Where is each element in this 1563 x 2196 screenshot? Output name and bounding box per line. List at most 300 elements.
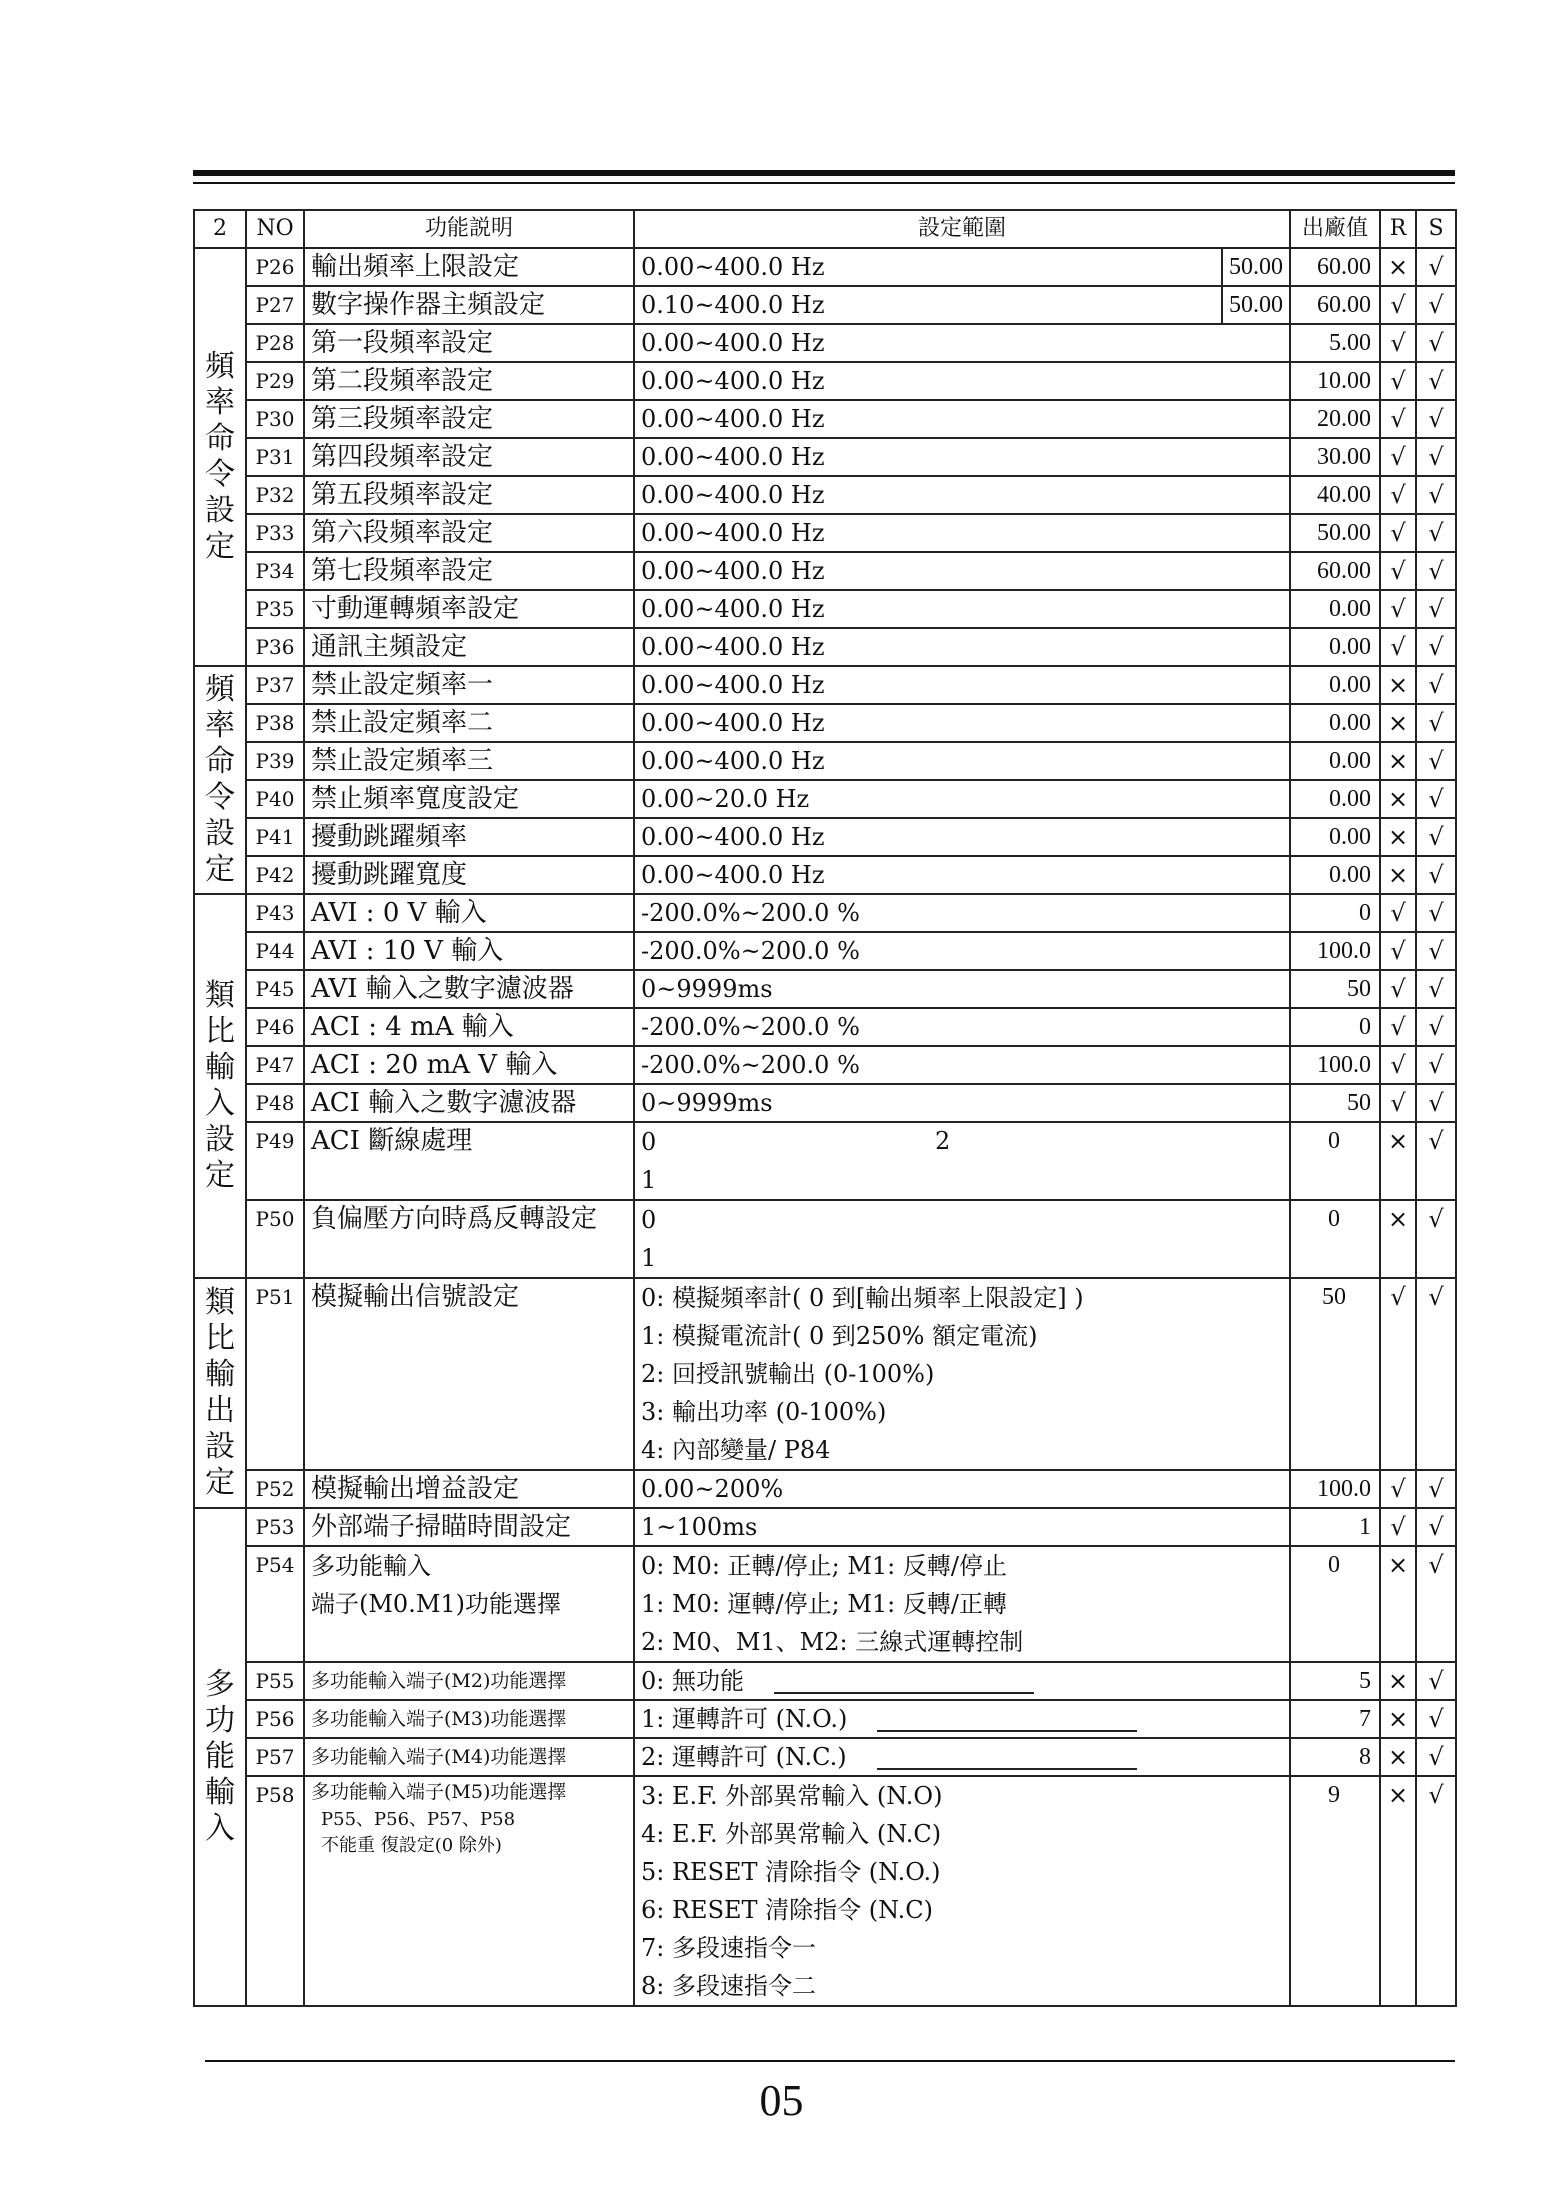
param-no: P38	[246, 704, 304, 742]
param-default: 5.00	[1290, 324, 1380, 362]
param-row	[194, 362, 1456, 400]
param-function	[304, 1738, 634, 1776]
param-range-line: 0: M0: 正轉/停止; M1: 反轉/停止	[641, 1552, 1007, 1580]
group-label-char: 比	[205, 1014, 235, 1049]
param-row	[194, 628, 1456, 666]
param-r-mark: ×	[1380, 666, 1416, 704]
param-range-text: 1: 運轉許可 (N.O.)	[641, 1705, 848, 1733]
param-r-mark: √	[1380, 286, 1416, 324]
param-s-mark: √	[1416, 248, 1456, 286]
param-function-text: ACI : 20 mA V 輸入	[311, 1050, 558, 1080]
param-s-mark: √	[1416, 362, 1456, 400]
param-alt-default: 50.00	[1221, 249, 1289, 285]
param-row	[194, 704, 1456, 742]
group-label-char: 命	[205, 421, 235, 456]
param-row	[194, 666, 1456, 704]
param-r-mark: √	[1380, 590, 1416, 628]
param-range-text: 0.00~400.0 Hz	[641, 367, 825, 395]
param-range-line: 5: RESET 清除指令 (N.O.)	[641, 1858, 941, 1886]
param-s-mark: √	[1416, 1046, 1456, 1084]
param-range	[634, 248, 1290, 286]
param-range-text: -200.0%~200.0 %	[641, 899, 860, 927]
param-range-text: 0.00~400.0 Hz	[641, 481, 825, 509]
param-function	[304, 856, 634, 894]
param-function	[304, 1776, 634, 2006]
param-s-mark: √	[1416, 552, 1456, 590]
group-label-char: 率	[205, 708, 235, 743]
param-r-mark: √	[1380, 552, 1416, 590]
param-function	[304, 476, 634, 514]
param-no: P41	[246, 818, 304, 856]
param-function-text: 多功能輸入端子(M2)功能選擇	[311, 1670, 567, 1692]
param-s-mark: √	[1416, 1700, 1456, 1738]
param-s-mark: √	[1416, 1470, 1456, 1508]
fill-underline	[877, 1710, 1137, 1732]
param-range-line: 0	[641, 1128, 657, 1156]
param-range-text: 0.00~400.0 Hz	[641, 253, 825, 281]
param-function	[304, 438, 634, 476]
param-r-mark: ×	[1380, 742, 1416, 780]
param-range	[634, 1122, 1290, 1200]
param-default: 30.00	[1290, 438, 1380, 476]
param-default: 7	[1290, 1700, 1380, 1738]
param-range	[634, 666, 1290, 704]
param-row	[194, 1738, 1456, 1776]
param-row	[194, 742, 1456, 780]
param-default: 0	[1290, 1546, 1380, 1662]
param-no: P42	[246, 856, 304, 894]
param-range	[634, 1776, 1290, 2006]
param-function	[304, 514, 634, 552]
param-no: P29	[246, 362, 304, 400]
param-range	[634, 438, 1290, 476]
param-range-line: 3: 輸出功率 (0-100%)	[641, 1398, 887, 1426]
param-range-text: 0.00~20.0 Hz	[641, 785, 810, 813]
param-range-extra: 2	[935, 1127, 951, 1155]
param-function-text: 禁止設定頻率二	[311, 708, 494, 738]
param-function-text: 多功能輸入端子(M5)功能選擇	[311, 1781, 567, 1803]
param-range	[634, 894, 1290, 932]
param-function	[304, 1084, 634, 1122]
param-s-mark: √	[1416, 286, 1456, 324]
param-s-mark: √	[1416, 400, 1456, 438]
param-function	[304, 1662, 634, 1700]
param-no: P55	[246, 1662, 304, 1700]
param-function-text: ACI 輸入之數字濾波器	[311, 1088, 577, 1118]
param-function-text: 禁止設定頻率三	[311, 746, 494, 776]
param-range-text: 0.10~400.0 Hz	[641, 291, 825, 319]
group-label-char: 定	[205, 1158, 235, 1193]
param-s-mark: √	[1416, 1546, 1456, 1662]
param-function	[304, 970, 634, 1008]
group-label-analog-in	[194, 894, 246, 1278]
param-no: P39	[246, 742, 304, 780]
param-r-mark: ×	[1380, 1546, 1416, 1662]
param-function	[304, 552, 634, 590]
param-function-text: 擾動跳躍寬度	[311, 860, 468, 890]
param-row	[194, 324, 1456, 362]
param-no: P34	[246, 552, 304, 590]
param-function-text: 模擬輸出增益設定	[311, 1474, 520, 1504]
param-default: 0.00	[1290, 666, 1380, 704]
group-label-char: 率	[205, 385, 235, 420]
param-function-text: 輸出頻率上限設定	[311, 252, 520, 282]
param-range	[634, 476, 1290, 514]
param-s-mark: √	[1416, 818, 1456, 856]
group-label-freq-cmd-2	[194, 666, 246, 894]
param-r-mark: √	[1380, 1008, 1416, 1046]
param-function-text: 禁止頻率寬度設定	[311, 784, 520, 814]
param-row	[194, 1200, 1456, 1278]
param-no: P30	[246, 400, 304, 438]
parameter-table	[193, 209, 1457, 2007]
param-function-note: 不能重 復設定(0 除外)	[321, 1835, 502, 1856]
header-section-number: 2	[194, 210, 246, 248]
header-r: R	[1380, 210, 1416, 248]
param-default: 60.00	[1290, 248, 1380, 286]
param-function-text: 第四段頻率設定	[311, 442, 494, 472]
param-s-mark: √	[1416, 666, 1456, 704]
param-s-mark: √	[1416, 514, 1456, 552]
param-range	[634, 362, 1290, 400]
param-default: 100.0	[1290, 1046, 1380, 1084]
param-default: 40.00	[1290, 476, 1380, 514]
param-s-mark: √	[1416, 932, 1456, 970]
group-label-char: 能	[205, 1739, 235, 1774]
page-number: 05	[759, 2076, 804, 2125]
param-no: P35	[246, 590, 304, 628]
param-function-text: 多功能輸入端子(M4)功能選擇	[311, 1746, 567, 1768]
param-range-line: 0: 模擬頻率計( 0 到[輸出頻率上限設定] )	[641, 1284, 1084, 1312]
param-alt-default: 50.00	[1221, 287, 1289, 323]
header-range: 設定範圍	[634, 210, 1290, 248]
param-function	[304, 666, 634, 704]
param-function	[304, 286, 634, 324]
param-range-line: 1	[641, 1166, 657, 1194]
group-label-analog-out	[194, 1278, 246, 1508]
param-function-text: ACI : 4 mA 輸入	[311, 1012, 514, 1042]
param-r-mark: √	[1380, 628, 1416, 666]
param-r-mark: √	[1380, 514, 1416, 552]
param-no: P46	[246, 1008, 304, 1046]
param-function	[304, 1508, 634, 1546]
param-function	[304, 1546, 634, 1662]
param-default: 0.00	[1290, 856, 1380, 894]
param-r-mark: ×	[1380, 780, 1416, 818]
param-no: P36	[246, 628, 304, 666]
group-label-char: 輸	[205, 1357, 235, 1392]
param-function-text: 負偏壓方向時爲反轉設定	[311, 1204, 598, 1234]
group-label-char: 入	[205, 1811, 235, 1846]
param-function	[304, 818, 634, 856]
param-default: 100.0	[1290, 1470, 1380, 1508]
param-default: 60.00	[1290, 286, 1380, 324]
param-s-mark: √	[1416, 590, 1456, 628]
group-label-char: 多	[205, 1667, 235, 1702]
param-s-mark: √	[1416, 704, 1456, 742]
param-r-mark: ×	[1380, 1662, 1416, 1700]
param-row	[194, 1508, 1456, 1546]
param-function-note: P55、P56、P57、P58	[321, 1809, 516, 1830]
param-r-mark: √	[1380, 400, 1416, 438]
param-row	[194, 1776, 1456, 2006]
param-r-mark: ×	[1380, 1776, 1416, 2006]
param-range-text: 0: 無功能	[641, 1667, 744, 1695]
param-function	[304, 400, 634, 438]
param-range	[634, 1738, 1290, 1776]
param-function	[304, 1200, 634, 1278]
param-range-line: 7: 多段速指令一	[641, 1934, 816, 1962]
bottom-rule	[205, 2060, 1455, 2062]
param-function-text: AVI 輸入之數字濾波器	[311, 974, 574, 1004]
param-range	[634, 1508, 1290, 1546]
param-function	[304, 324, 634, 362]
param-default: 0.00	[1290, 780, 1380, 818]
param-range-text: -200.0%~200.0 %	[641, 937, 860, 965]
param-row	[194, 1700, 1456, 1738]
param-range-line: 3: E.F. 外部異常輸入 (N.O)	[641, 1782, 943, 1810]
param-no: P31	[246, 438, 304, 476]
param-r-mark: √	[1380, 362, 1416, 400]
param-no: P52	[246, 1470, 304, 1508]
param-row	[194, 590, 1456, 628]
param-range-line: 2: 回授訊號輸出 (0-100%)	[641, 1360, 935, 1388]
group-label-char: 類	[205, 1285, 235, 1320]
group-label-char: 設	[205, 1429, 235, 1464]
param-range	[634, 400, 1290, 438]
group-label-char: 頻	[205, 349, 235, 384]
param-s-mark: √	[1416, 476, 1456, 514]
param-default: 10.00	[1290, 362, 1380, 400]
param-range-text: 0.00~400.0 Hz	[641, 861, 825, 889]
param-s-mark: √	[1416, 1738, 1456, 1776]
param-s-mark: √	[1416, 324, 1456, 362]
param-s-mark: √	[1416, 438, 1456, 476]
param-s-mark: √	[1416, 970, 1456, 1008]
param-range-line: 4: 內部變量/ P84	[641, 1436, 831, 1464]
param-default: 50	[1290, 1084, 1380, 1122]
param-function-text: ACI 斷線處理	[311, 1126, 473, 1156]
group-label-char: 定	[205, 852, 235, 887]
param-range	[634, 286, 1290, 324]
param-no: P45	[246, 970, 304, 1008]
param-default: 50	[1290, 1278, 1380, 1470]
param-function	[304, 248, 634, 286]
param-row	[194, 514, 1456, 552]
param-no: P32	[246, 476, 304, 514]
param-no: P50	[246, 1200, 304, 1278]
param-no: P53	[246, 1508, 304, 1546]
param-function-text: 外部端子掃瞄時間設定	[311, 1512, 572, 1542]
param-default: 100.0	[1290, 932, 1380, 970]
param-default: 0	[1290, 894, 1380, 932]
param-no: P48	[246, 1084, 304, 1122]
param-function-text: 數字操作器主頻設定	[311, 290, 546, 320]
param-row	[194, 552, 1456, 590]
param-range-text: 0.00~400.0 Hz	[641, 671, 825, 699]
group-label-multi-in	[194, 1508, 246, 2006]
param-default: 0	[1290, 1008, 1380, 1046]
param-r-mark: ×	[1380, 1738, 1416, 1776]
param-default: 0.00	[1290, 628, 1380, 666]
param-function-text: 第六段頻率設定	[311, 518, 494, 548]
param-range-line: 1	[641, 1244, 657, 1272]
param-range	[634, 514, 1290, 552]
param-range-text: -200.0%~200.0 %	[641, 1013, 860, 1041]
param-no: P44	[246, 932, 304, 970]
param-s-mark: √	[1416, 1776, 1456, 2006]
param-range	[634, 1084, 1290, 1122]
param-range-text: 0~9999ms	[641, 975, 773, 1003]
param-r-mark: √	[1380, 1470, 1416, 1508]
param-range-text: -200.0%~200.0 %	[641, 1051, 860, 1079]
param-range	[634, 552, 1290, 590]
param-row	[194, 780, 1456, 818]
param-function-text: 多功能輸入端子(M3)功能選擇	[311, 1708, 567, 1730]
param-range-text: 0.00~200%	[641, 1475, 784, 1503]
param-function	[304, 704, 634, 742]
group-label-char: 頻	[205, 672, 235, 707]
param-r-mark: √	[1380, 1508, 1416, 1546]
param-range-text: 0.00~400.0 Hz	[641, 633, 825, 661]
header-s: S	[1416, 210, 1456, 248]
param-r-mark: ×	[1380, 704, 1416, 742]
param-r-mark: ×	[1380, 1700, 1416, 1738]
param-function	[304, 1122, 634, 1200]
param-r-mark: √	[1380, 476, 1416, 514]
param-r-mark: √	[1380, 970, 1416, 1008]
param-r-mark: √	[1380, 894, 1416, 932]
param-r-mark: √	[1380, 1278, 1416, 1470]
param-function-text: 第一段頻率設定	[311, 328, 494, 358]
param-row	[194, 1008, 1456, 1046]
param-range-line: 8: 多段速指令二	[641, 1972, 816, 2000]
param-default: 1	[1290, 1508, 1380, 1546]
param-row	[194, 1084, 1456, 1122]
param-function-text: 第二段頻率設定	[311, 366, 494, 396]
param-row	[194, 1278, 1456, 1470]
param-range	[634, 704, 1290, 742]
param-r-mark: ×	[1380, 1200, 1416, 1278]
param-default: 5	[1290, 1662, 1380, 1700]
param-function-text: 禁止設定頻率一	[311, 670, 494, 700]
param-function	[304, 780, 634, 818]
param-function	[304, 590, 634, 628]
param-no: P58	[246, 1776, 304, 2006]
param-row	[194, 1122, 1456, 1200]
group-label-char: 定	[205, 1465, 235, 1500]
param-range-line: 4: E.F. 外部異常輸入 (N.C)	[641, 1820, 942, 1848]
param-r-mark: ×	[1380, 1122, 1416, 1200]
param-no: P33	[246, 514, 304, 552]
param-function-text: 擾動跳躍頻率	[311, 822, 468, 852]
param-range	[634, 1662, 1290, 1700]
param-default: 50.00	[1290, 514, 1380, 552]
top-rule-thin	[193, 182, 1455, 184]
header-no: NO	[246, 210, 304, 248]
param-range-line: 2: M0、M1、M2: 三線式運轉控制	[641, 1628, 1024, 1656]
param-range	[634, 818, 1290, 856]
param-function	[304, 628, 634, 666]
param-default: 0.00	[1290, 704, 1380, 742]
param-range-text: 0.00~400.0 Hz	[641, 557, 825, 585]
param-range	[634, 1700, 1290, 1738]
param-function-text: 模擬輸出信號設定	[311, 1282, 520, 1312]
param-s-mark: √	[1416, 856, 1456, 894]
param-default: 60.00	[1290, 552, 1380, 590]
param-s-mark: √	[1416, 1200, 1456, 1278]
param-r-mark: √	[1380, 324, 1416, 362]
param-range	[634, 1278, 1290, 1470]
param-no: P40	[246, 780, 304, 818]
param-default: 8	[1290, 1738, 1380, 1776]
group-label-char: 令	[205, 457, 235, 492]
param-row	[194, 894, 1456, 932]
param-function	[304, 1470, 634, 1508]
param-s-mark: √	[1416, 894, 1456, 932]
param-s-mark: √	[1416, 1122, 1456, 1200]
param-default: 0	[1290, 1122, 1380, 1200]
param-range	[634, 324, 1290, 362]
group-label-char: 定	[205, 529, 235, 564]
param-no: P26	[246, 248, 304, 286]
param-default: 9	[1290, 1776, 1380, 2006]
param-range-text: 0~9999ms	[641, 1089, 773, 1117]
group-label-char: 功	[205, 1703, 235, 1738]
param-range	[634, 932, 1290, 970]
param-s-mark: √	[1416, 780, 1456, 818]
param-range	[634, 970, 1290, 1008]
param-function-text: AVI : 0 V 輸入	[311, 898, 487, 928]
header-default: 出廠值	[1290, 210, 1380, 248]
group-label-char: 設	[205, 493, 235, 528]
param-no: P54	[246, 1546, 304, 1662]
param-no: P49	[246, 1122, 304, 1200]
param-function	[304, 894, 634, 932]
param-r-mark: ×	[1380, 818, 1416, 856]
group-label-char: 令	[205, 780, 235, 815]
param-r-mark: √	[1380, 438, 1416, 476]
param-function-text: AVI : 10 V 輸入	[311, 936, 504, 966]
param-row	[194, 476, 1456, 514]
param-default: 0.00	[1290, 590, 1380, 628]
param-row	[194, 970, 1456, 1008]
fill-underline	[774, 1672, 1034, 1694]
param-no: P57	[246, 1738, 304, 1776]
param-range-text: 0.00~400.0 Hz	[641, 443, 825, 471]
param-range-text: 2: 運轉許可 (N.C.)	[641, 1743, 847, 1771]
param-function	[304, 362, 634, 400]
param-range	[634, 1008, 1290, 1046]
param-range	[634, 1470, 1290, 1508]
param-range-line: 6: RESET 清除指令 (N.C)	[641, 1896, 933, 1924]
param-no: P28	[246, 324, 304, 362]
group-label-char: 比	[205, 1321, 235, 1356]
param-function	[304, 932, 634, 970]
param-range-line: 0	[641, 1206, 657, 1234]
param-no: P37	[246, 666, 304, 704]
param-default: 20.00	[1290, 400, 1380, 438]
param-function	[304, 742, 634, 780]
param-range	[634, 628, 1290, 666]
param-function-text: 第五段頻率設定	[311, 480, 494, 510]
param-row	[194, 1662, 1456, 1700]
param-row	[194, 286, 1456, 324]
param-s-mark: √	[1416, 1508, 1456, 1546]
group-label-char: 命	[205, 744, 235, 779]
group-label-char: 設	[205, 1122, 235, 1157]
param-range-line: 1: M0: 運轉/停止; M1: 反轉/正轉	[641, 1590, 1007, 1618]
